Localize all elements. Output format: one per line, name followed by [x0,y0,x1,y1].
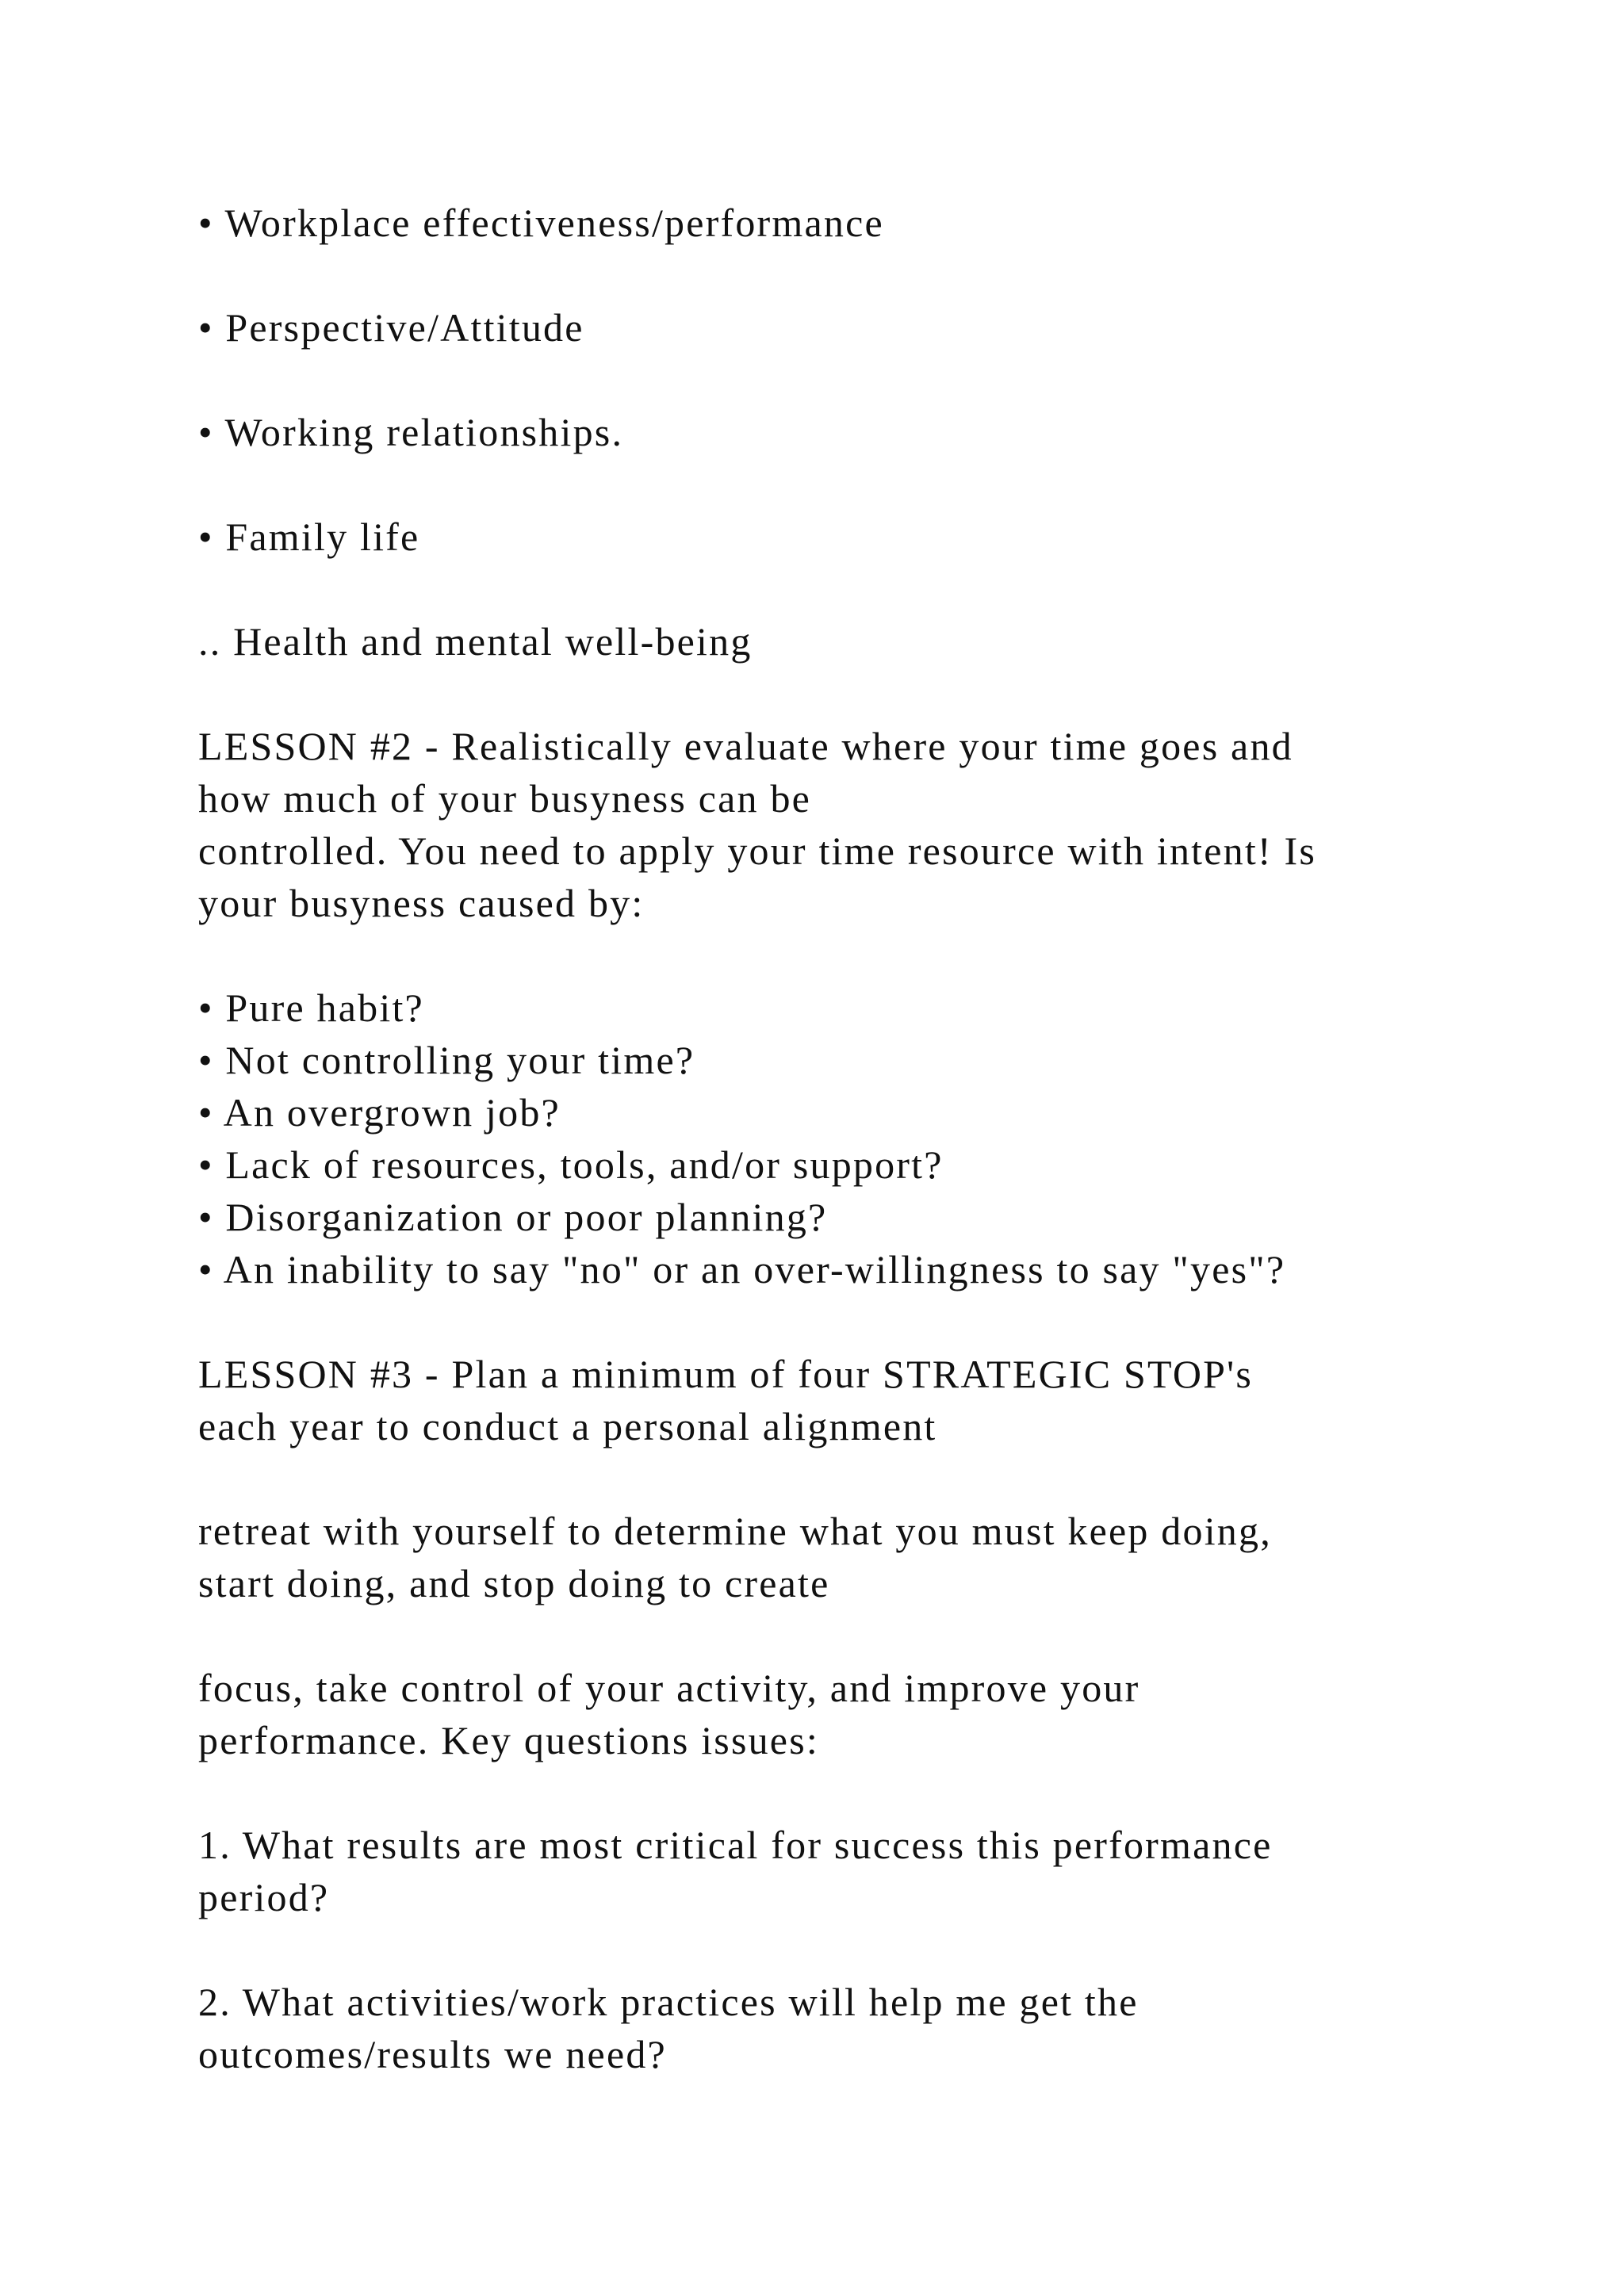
question-1-line-1: 1. What results are most critical for success this performance [198,1823,1273,1867]
lesson-3-line-1: LESSON #3 - Plan a minimum of four STRATEGIC STOP's [198,1352,1254,1396]
question-2-line-2: outcomes/results we need? [198,2032,667,2076]
bullet-family-life: • Family life [198,515,420,559]
busyness-cause-disorganization: • Disorganization or poor planning? [198,1195,828,1239]
lesson-3-line-2: each year to conduct a personal alignment [198,1404,937,1448]
lesson-2-line-4: your busyness caused by: [198,881,645,925]
bullet-health-wellbeing: .. Health and mental well-being [198,619,753,664]
bullet-perspective-attitude: • Perspective/Attitude [198,305,584,350]
busyness-cause-not-controlling: • Not controlling your time? [198,1038,695,1082]
lesson-2-line-2: how much of your busyness can be [198,776,812,821]
lesson-3-line-5: focus, take control of your activity, and improve your [198,1666,1140,1710]
question-2-line-1: 2. What activities/work practices will help me get the [198,1980,1139,2024]
lesson-2-line-1: LESSON #2 - Realistically evaluate where your time goes and [198,724,1293,768]
bullet-working-relationships: • Working relationships. [198,410,624,454]
question-1-line-2: period? [198,1875,330,1919]
busyness-cause-overgrown-job: • An overgrown job? [198,1090,561,1135]
lesson-3-line-4: start doing, and stop doing to create [198,1561,830,1605]
lesson-3-line-3: retreat with yourself to determine what you must keep doing, [198,1509,1272,1553]
busyness-cause-lack-resources: • Lack of resources, tools, and/or support? [198,1142,944,1187]
busyness-cause-inability-no: • An inability to say "no" or an over-willingness to say "yes"? [198,1247,1286,1292]
bullet-workplace-effectiveness: • Workplace effectiveness/performance [198,201,884,245]
busyness-cause-pure-habit: • Pure habit? [198,985,424,1030]
lesson-3-line-6: performance. Key questions issues: [198,1718,819,1762]
lesson-2-line-3: controlled. You need to apply your time resource with intent! Is [198,828,1316,873]
